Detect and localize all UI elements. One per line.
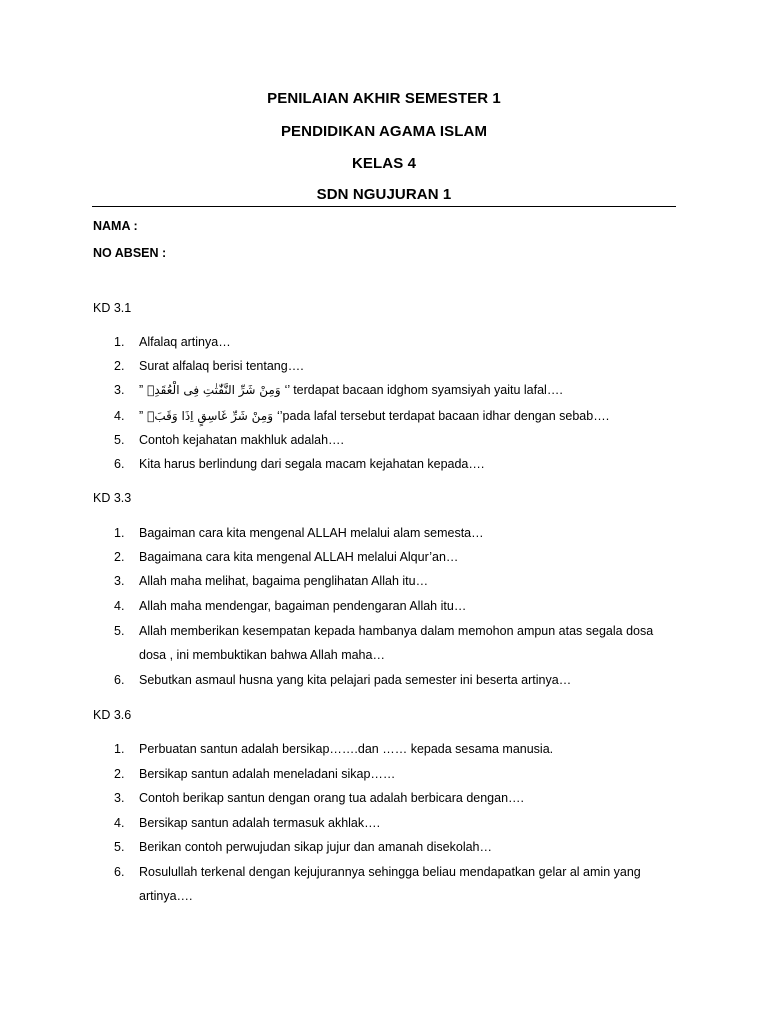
question-text: Kita harus berlindung dari segala macam kejahatan kepada….: [139, 457, 485, 471]
question-number: 6.: [114, 865, 125, 879]
question-item: [114, 545, 674, 569]
section-label-kd-3-6: KD 3.6: [93, 708, 132, 722]
question-text: Alfalaq artinya…: [139, 335, 231, 349]
question-number: 1.: [114, 526, 125, 540]
question-number: 1.: [114, 335, 125, 349]
question-text: Allah maha mendengar, bagaiman pendengaran Allah itu…: [139, 599, 467, 613]
question-item: [114, 354, 674, 378]
title-subject: PENDIDIKAN AGAMA ISLAM: [280, 123, 488, 140]
question-number: 4.: [114, 599, 125, 613]
question-text: Allah maha melihat, bagaima penglihatan Allah itu…: [139, 574, 429, 588]
title-class: KELAS 4: [351, 155, 417, 172]
question-number: 3.: [114, 791, 125, 805]
question-number: 1.: [114, 742, 125, 756]
question-number: 4.: [114, 409, 125, 423]
question-item: [114, 428, 674, 452]
question-text: Bersikap santun adalah meneladani sikap……: [139, 767, 396, 781]
title-school: SDN NGUJURAN 1: [316, 186, 452, 203]
question-text: Bersikap santun adalah termasuk akhlak….: [139, 816, 381, 830]
field-no-absen: NO ABSEN :: [93, 246, 167, 260]
question-item: [114, 668, 674, 692]
header-divider: [92, 206, 676, 207]
question-item: [114, 594, 674, 618]
question-text: [139, 404, 674, 428]
section-label-kd-3-3: KD 3.3: [93, 491, 132, 505]
title-exam: PENILAIAN AKHIR SEMESTER 1: [267, 90, 501, 107]
question-text: Perbuatan santun adalah bersikap…….dan …… kepada sesama manusia.: [139, 742, 554, 756]
section-label-kd-3-1: KD 3.1: [93, 301, 132, 315]
question-item: [114, 762, 674, 786]
question-text-tail: ‘’pada lafal tersebut terdapat bacaan idhar dengan sebab….: [276, 409, 610, 423]
question-number: 6.: [114, 673, 125, 687]
question-text: Bagaiman cara kita mengenal ALLAH melalui alam semesta…: [139, 526, 484, 540]
open-quote: ”: [139, 409, 144, 423]
question-number: 3.: [114, 574, 125, 588]
question-item: [114, 860, 674, 908]
question-text-tail: ‘’ terdapat bacaan idghom syamsiyah yaitu lafal….: [284, 383, 563, 397]
question-text: Contoh kejahatan makhluk adalah….: [139, 433, 344, 447]
field-nama: NAMA :: [93, 219, 138, 233]
question-item: [114, 811, 674, 835]
question-number: 6.: [114, 457, 125, 471]
question-item: [114, 378, 674, 402]
question-text: Rosulullah terkenal dengan kejujurannya sehingga beliau mendapatkan gelar al amin yang artinya….: [139, 865, 641, 903]
question-item: [114, 569, 674, 593]
question-number: 3.: [114, 383, 125, 397]
question-number: 5.: [114, 624, 125, 638]
question-item: [114, 786, 674, 810]
question-text: Bagaimana cara kita mengenal ALLAH melalui Alqur’an…: [139, 550, 459, 564]
question-number: 5.: [114, 433, 125, 447]
question-number: 2.: [114, 550, 125, 564]
question-number: 4.: [114, 816, 125, 830]
question-item: [114, 404, 674, 428]
question-item: [114, 330, 674, 354]
question-number: 2.: [114, 359, 125, 373]
question-text: Berikan contoh perwujudan sikap jujur dan amanah disekolah…: [139, 840, 492, 854]
arabic-verse: وَمِنْ شَرِّ النَّفّٰثٰتِ فِى الْعُقَدِۙ: [147, 383, 281, 397]
question-item: [114, 737, 674, 761]
question-text: [139, 378, 674, 402]
question-number: 2.: [114, 767, 125, 781]
open-quote: ”: [139, 383, 144, 397]
question-text: Allah memberikan kesempatan kepada hambanya dalam memohon ampun atas segala dosa dosa , ini membuktikan bahwa Allah maha…: [139, 624, 654, 662]
question-text: Contoh berikap santun dengan orang tua adalah berbicara dengan….: [139, 791, 525, 805]
question-number: 5.: [114, 840, 125, 854]
arabic-verse: وَمِنْ شَرِّ غَاسِقٍ اِذَا وَقَبَۙ: [147, 409, 273, 423]
question-item: [114, 619, 674, 667]
question-item: [114, 521, 674, 545]
question-item: [114, 452, 674, 476]
question-text: Surat alfalaq berisi tentang….: [139, 359, 304, 373]
question-text: Sebutkan asmaul husna yang kita pelajari pada semester ini beserta artinya…: [139, 673, 572, 687]
question-item: [114, 835, 674, 859]
